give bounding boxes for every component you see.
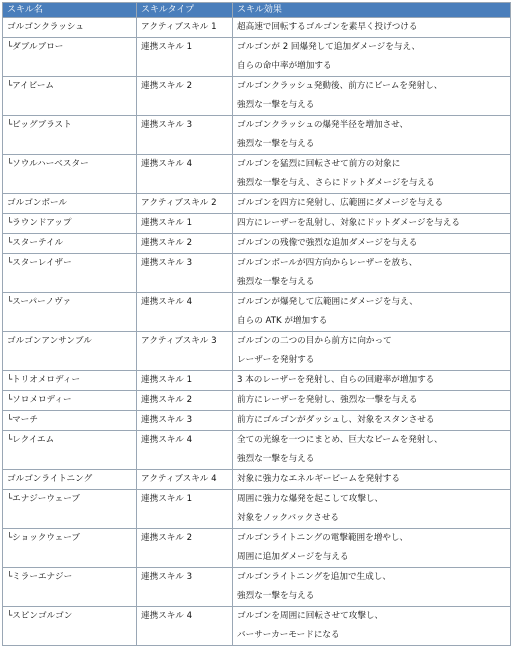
skill-name-cell: └ミラーエナジー [3,568,137,607]
skill-name-cell: └ソウルハーベスター [3,155,137,194]
skill-effect-line: ゴルゴンライトニングの電撃範囲を増やし、 [237,533,409,543]
skill-type-cell: アクティブスキル 3 [137,332,233,371]
skill-type-cell: 連携スキル 3 [137,568,233,607]
skill-name-cell: └ダブルブロー [3,38,137,77]
skill-effect-line: 前方にゴルゴンがダッシュし、対象をスタンさせる [237,415,435,425]
skill-type-cell: アクティブスキル 4 [137,470,233,490]
skill-name-cell: └ビッグブラスト [3,116,137,155]
skill-rows [3,18,511,646]
skill-type-cell: 連携スキル 3 [137,116,233,155]
skill-effect-cell [233,254,511,293]
skill-effect-line: バーサーカーモードになる [237,630,340,640]
skill-name-cell: └ラウンドアップ [3,214,137,234]
skill-effect-line: 強烈な一撃を与え、さらにドットダメージを与える [237,178,435,188]
skill-effect-cell [233,607,511,646]
table-row [3,18,511,38]
skill-effect-line: 対象をノックバックさせる [237,513,340,523]
header-skill-effect: スキル効果 [233,3,511,18]
skill-effect-line: 自らの ATK が増加する [237,316,328,326]
skill-effect-line: ゴルゴンクラッシュ発動後、前方にビームを発射し、 [237,81,443,91]
table-row [3,116,511,155]
skill-effect-cell [233,234,511,254]
skill-name-cell: └アイビーム [3,77,137,116]
table-row [3,490,511,529]
skill-name-cell: └レクイエム [3,431,137,470]
skill-type-cell: 連携スキル 4 [137,293,233,332]
skill-effect-line: 3 本のレーザーを発射し、自らの回避率が増加する [237,375,435,385]
skill-effect-line: 対象に強力なエネルギービームを発射する [237,474,400,484]
skill-effect-cell [233,490,511,529]
table-row [3,529,511,568]
skill-effect-line: レーザーを発射する [237,355,315,365]
skill-effect-line: 強烈な一撃を与える [237,100,315,110]
skill-effect-cell [233,332,511,371]
skill-effect-line: ゴルゴンが爆発して広範囲にダメージを与え、 [237,297,418,307]
skill-type-cell: 連携スキル 3 [137,254,233,293]
table-row [3,568,511,607]
skill-effect-line: 全ての光線を一つにまとめ、巨大なビームを発射し、 [237,435,443,445]
skill-effect-line: 強烈な一撃を与える [237,139,315,149]
skill-type-cell: 連携スキル 2 [137,391,233,411]
skill-name-cell: ゴルゴンボール [3,194,137,214]
skill-effect-line: ゴルゴンライトニングを追加で生成し、 [237,572,391,582]
skill-effect-line: 超高速で回転するゴルゴンを素早く投げつける [237,22,418,32]
table-row [3,371,511,391]
table-row [3,214,511,234]
skill-effect-line: 強烈な一撃を与える [237,277,315,287]
table-row [3,293,511,332]
skill-effect-cell [233,391,511,411]
table-row [3,607,511,646]
skill-effect-line: 強烈な一撃を与える [237,454,315,464]
skill-name-cell: ゴルゴンライトニング [3,470,137,490]
skill-name-cell: └スピンゴルゴン [3,607,137,646]
skill-effect-cell [233,431,511,470]
skill-type-cell: 連携スキル 4 [137,607,233,646]
skill-effect-cell [233,18,511,38]
table-row [3,234,511,254]
header-skill-type: スキルタイプ [137,3,233,18]
table-row [3,332,511,371]
skill-effect-line: 四方にレーザーを乱射し、対象にドットダメージを与える [237,218,460,228]
skill-type-cell: 連携スキル 1 [137,371,233,391]
skill-effect-cell [233,77,511,116]
skill-effect-cell [233,116,511,155]
table-row [3,77,511,116]
skill-effect-cell [233,470,511,490]
skill-name-cell: └スーパーノヴァ [3,293,137,332]
skill-effect-line: ゴルゴンを周囲に回転させて攻撃し、 [237,611,384,621]
skill-effect-cell [233,371,511,391]
skill-type-cell: 連携スキル 1 [137,214,233,234]
skill-name-cell: └トリオメロディー [3,371,137,391]
skill-effect-line: 周囲に強力な爆発を起こして攻撃し、 [237,494,384,504]
skill-effect-cell [233,155,511,194]
skill-name-cell: └ショックウェーブ [3,529,137,568]
skill-name-cell: └ソロメロディー [3,391,137,411]
skill-name-cell: └エナジーウェーブ [3,490,137,529]
table-row [3,411,511,431]
skill-effect-line: ゴルゴンを四方に発射し、広範囲にダメージを与える [237,198,444,208]
skill-name-cell: └スターテイル [3,234,137,254]
skill-effect-cell [233,38,511,77]
skill-type-cell: アクティブスキル 1 [137,18,233,38]
skill-table [2,2,511,646]
skill-effect-cell [233,568,511,607]
skill-type-cell: アクティブスキル 2 [137,194,233,214]
skill-type-cell: 連携スキル 1 [137,490,233,529]
header-row [3,3,511,18]
skill-effect-line: ゴルゴンの残像で強烈な追加ダメージを与える [237,238,418,248]
table-row [3,155,511,194]
skill-effect-line: 周囲に追加ダメージを与える [237,552,349,562]
skill-effect-cell [233,214,511,234]
table-row [3,38,511,77]
skill-type-cell: 連携スキル 1 [137,38,233,77]
skill-effect-cell [233,529,511,568]
table-row [3,431,511,470]
skill-type-cell: 連携スキル 4 [137,431,233,470]
skill-effect-line: 強烈な一撃を与える [237,591,315,601]
skill-type-cell: 連携スキル 2 [137,77,233,116]
skill-effect-line: ゴルゴンクラッシュの爆発半径を増加させ、 [237,120,409,130]
header-skill-name: スキル名 [3,3,137,18]
skill-type-cell: 連携スキル 3 [137,411,233,431]
skill-effect-line: 前方にレーザーを発射し、強烈な一撃を与える [237,395,418,405]
skill-effect-line: ゴルゴンが 2 回爆発して追加ダメージを与え、 [237,42,421,52]
skill-effect-line: 自らの命中率が増加する [237,61,332,71]
skill-effect-line: ゴルゴンの二つの目から前方に向かって [237,336,392,346]
skill-name-cell: └マーチ [3,411,137,431]
skill-effect-line: ゴルゴンボールが四方向からレーザーを放ち、 [237,258,418,268]
skill-effect-cell [233,194,511,214]
skill-name-cell: ゴルゴンアンサンブル [3,332,137,371]
skill-effect-line: ゴルゴンを猛烈に回転させて前方の対象に [237,159,401,169]
table-row [3,194,511,214]
skill-type-cell: 連携スキル 2 [137,529,233,568]
skill-effect-cell [233,293,511,332]
table-row [3,254,511,293]
skill-name-cell: └スターレイザー [3,254,137,293]
skill-effect-cell [233,411,511,431]
table-row [3,391,511,411]
table-row [3,470,511,490]
skill-type-cell: 連携スキル 4 [137,155,233,194]
skill-type-cell: 連携スキル 2 [137,234,233,254]
skill-name-cell: ゴルゴンクラッシュ [3,18,137,38]
